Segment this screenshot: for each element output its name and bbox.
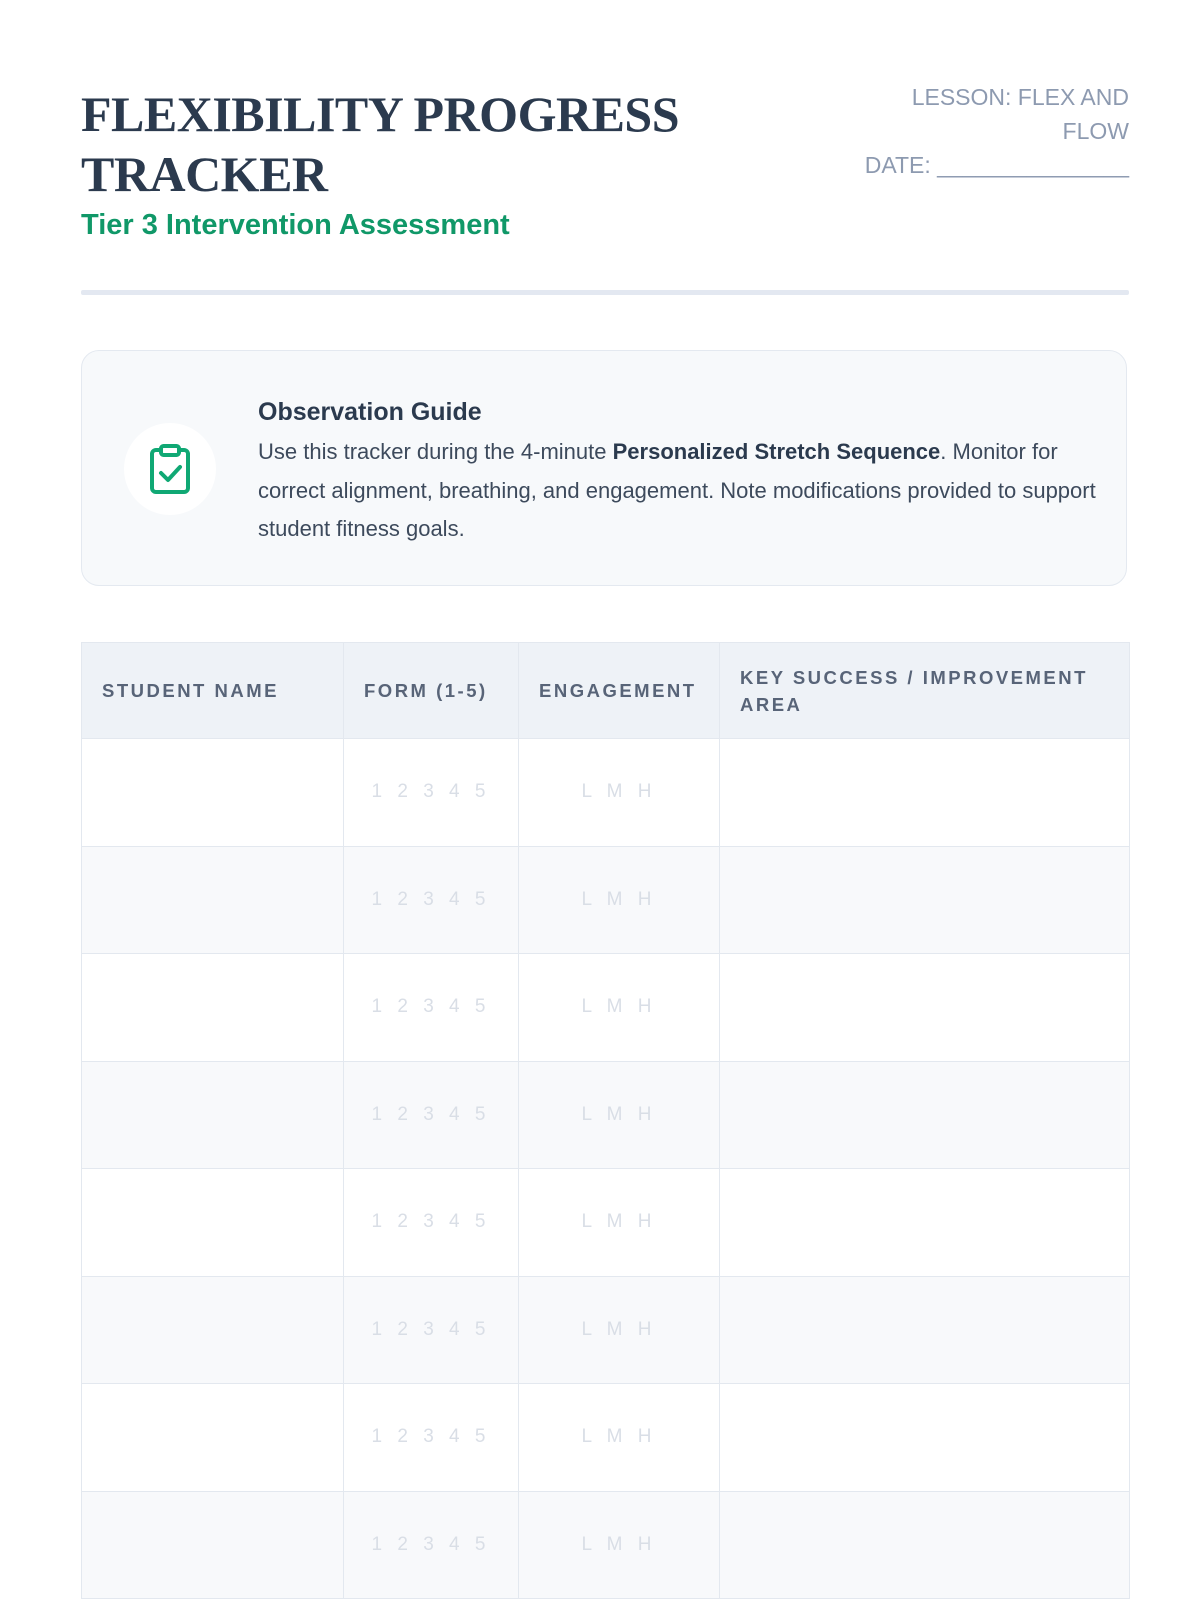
improvement-notes-cell[interactable] xyxy=(720,1276,1130,1384)
table-row xyxy=(82,1384,1130,1492)
improvement-notes-cell[interactable] xyxy=(720,846,1130,954)
engagement-rating-cell[interactable]: L M H xyxy=(519,1276,720,1384)
improvement-notes-cell[interactable] xyxy=(720,1169,1130,1277)
guide-heading: Observation Guide xyxy=(258,398,482,426)
student-name-cell[interactable] xyxy=(82,1384,344,1492)
guide-body xyxy=(258,433,1098,549)
student-name-cell[interactable] xyxy=(82,1061,344,1169)
improvement-notes-cell[interactable] xyxy=(720,1061,1130,1169)
guide-body-end: . Monitor for correct alignment, breathing, and engagement. Note modifications provided to support student fitness goals. xyxy=(258,439,1096,541)
worksheet-page xyxy=(81,0,1129,1555)
date-field: DATE: _______________ xyxy=(864,152,1129,178)
improvement-notes-cell[interactable] xyxy=(720,739,1130,847)
improvement-notes-cell[interactable] xyxy=(720,954,1130,1062)
page-header xyxy=(81,0,1129,300)
engagement-rating-cell[interactable]: L M H xyxy=(519,1169,720,1277)
column-header-form: FORM (1-5) xyxy=(344,643,519,739)
page-title: FLEXIBILITY PROGRESS TRACKER xyxy=(81,86,680,202)
table-row xyxy=(82,1276,1130,1384)
form-rating-cell[interactable]: 1 2 3 4 5 xyxy=(344,954,519,1062)
engagement-rating-cell[interactable]: L M H xyxy=(519,1384,720,1492)
guide-body-start: Use this tracker during the 4-minute xyxy=(258,439,613,464)
improvement-notes-cell[interactable] xyxy=(720,1384,1130,1492)
guide-text xyxy=(258,395,1098,549)
table-row xyxy=(82,1061,1130,1169)
form-rating-cell[interactable]: 1 2 3 4 5 xyxy=(344,1384,519,1492)
guide-body-emphasis: Personalized Stretch Sequence xyxy=(612,439,941,464)
table-header-row xyxy=(82,643,1130,739)
column-header-student-name: STUDENT NAME xyxy=(82,643,344,739)
column-header-engagement: ENGAGEMENT xyxy=(519,643,720,739)
engagement-rating-cell[interactable]: L M H xyxy=(519,1491,720,1599)
clipboard-check-icon xyxy=(124,423,216,515)
lesson-label: LESSON: FLEX AND FLOW xyxy=(911,84,1129,144)
table-row xyxy=(82,1169,1130,1277)
lesson-meta xyxy=(849,80,1129,182)
table-row xyxy=(82,1491,1130,1599)
improvement-notes-cell[interactable] xyxy=(720,1491,1130,1599)
engagement-rating-cell[interactable]: L M H xyxy=(519,1061,720,1169)
student-name-cell[interactable] xyxy=(82,954,344,1062)
student-name-cell[interactable] xyxy=(82,739,344,847)
column-header-key-success: KEY SUCCESS / IMPROVEMENT AREA xyxy=(720,643,1130,739)
observation-guide-card xyxy=(81,350,1127,586)
student-name-cell[interactable] xyxy=(82,1491,344,1599)
form-rating-cell[interactable]: 1 2 3 4 5 xyxy=(344,1276,519,1384)
progress-table xyxy=(81,642,1130,1599)
student-name-cell[interactable] xyxy=(82,1169,344,1277)
student-name-cell[interactable] xyxy=(82,846,344,954)
table-row xyxy=(82,954,1130,1062)
form-rating-cell[interactable]: 1 2 3 4 5 xyxy=(344,739,519,847)
form-rating-cell[interactable]: 1 2 3 4 5 xyxy=(344,846,519,954)
page-subtitle: Tier 3 Intervention Assessment xyxy=(81,209,510,241)
student-name-cell[interactable] xyxy=(82,1276,344,1384)
form-rating-cell[interactable]: 1 2 3 4 5 xyxy=(344,1169,519,1277)
engagement-rating-cell[interactable]: L M H xyxy=(519,739,720,847)
engagement-rating-cell[interactable]: L M H xyxy=(519,846,720,954)
table-row xyxy=(82,739,1130,847)
form-rating-cell[interactable]: 1 2 3 4 5 xyxy=(344,1491,519,1599)
form-rating-cell[interactable]: 1 2 3 4 5 xyxy=(344,1061,519,1169)
table-row xyxy=(82,846,1130,954)
engagement-rating-cell[interactable]: L M H xyxy=(519,954,720,1062)
header-divider xyxy=(81,290,1129,295)
